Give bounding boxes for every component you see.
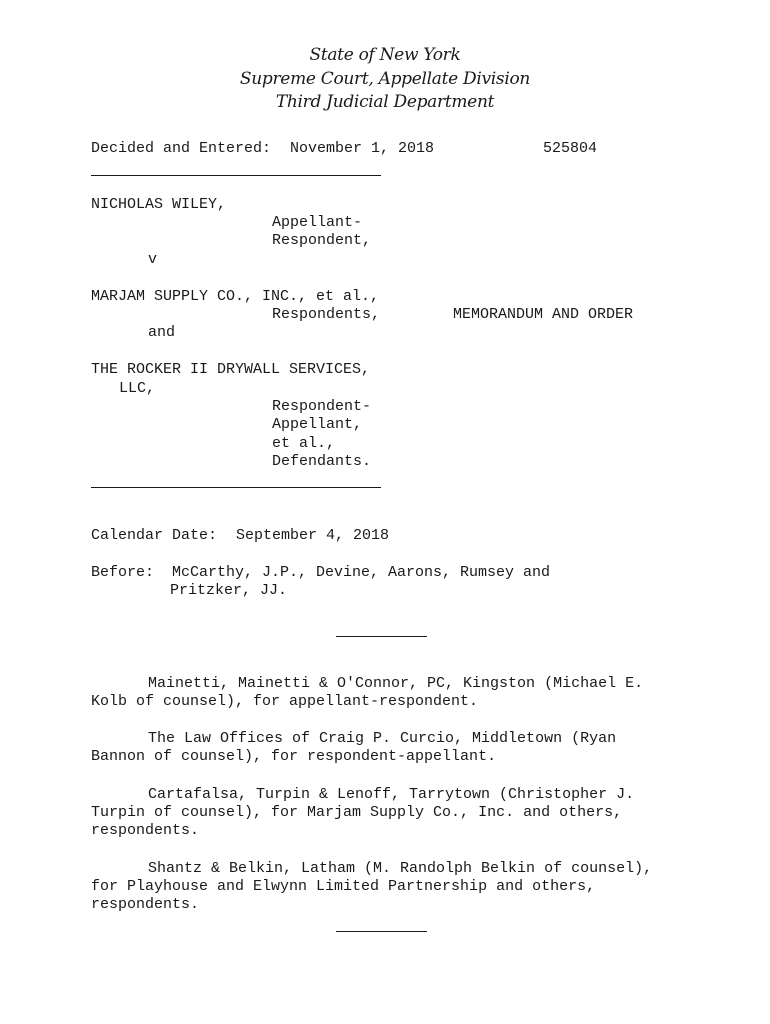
section-divider-top [336, 636, 427, 637]
caption-bottom-rule [91, 487, 381, 488]
counsel-marjam-line1: Cartafalsa, Turpin & Lenoff, Tarrytown (Christopher J. [148, 786, 635, 803]
court-header [0, 44, 770, 115]
versus-label: v [148, 251, 158, 268]
counsel-respondent-appellant-line1: The Law Offices of Craig P. Curcio, Middletown (Ryan [148, 730, 617, 747]
counsel-playhouse-line1: Shantz & Belkin, Latham (M. Randolph Belkin of counsel), [148, 860, 653, 877]
counsel-playhouse-line3: respondents. [91, 896, 200, 913]
party-third-role-d: Defendants. [272, 453, 372, 470]
party-appellant-role-b: Respondent, [272, 232, 372, 249]
party-appellant-role-a: Appellant- [272, 214, 363, 231]
before-judges-line1: McCarthy, J.P., Devine, Aarons, Rumsey and [172, 564, 551, 581]
calendar-date-value: September 4, 2018 [236, 527, 390, 544]
party-third-role-c: et al., [272, 435, 336, 452]
party-third-role-b: Appellant, [272, 416, 363, 433]
party-third-role-a: Respondent- [272, 398, 372, 415]
docket-number: 525804 [543, 140, 598, 157]
counsel-appellant-line1: Mainetti, Mainetti & O'Connor, PC, Kingston (Michael E. [148, 675, 644, 692]
before-judges-line2: Pritzker, JJ. [170, 582, 288, 599]
counsel-playhouse-line2: for Playhouse and Elwynn Limited Partnership and others, [91, 878, 596, 895]
section-divider-bottom [336, 931, 427, 932]
document-type: MEMORANDUM AND ORDER [453, 306, 634, 323]
counsel-marjam-line2: Turpin of counsel), for Marjam Supply Co., Inc. and others, [91, 804, 623, 821]
and-label: and [148, 324, 176, 341]
party-third-name-a: THE ROCKER II DRYWALL SERVICES, [91, 361, 371, 378]
caption-top-rule [91, 175, 381, 176]
party-third-name-b: LLC, [119, 380, 156, 397]
decided-label: Decided and Entered: [91, 140, 272, 157]
court-name: Supreme Court, Appellate Division [239, 68, 531, 89]
counsel-respondent-appellant-line2: Bannon of counsel), for respondent-appellant. [91, 748, 497, 765]
party-respondent-role: Respondents, [272, 306, 381, 323]
counsel-marjam-line3: respondents. [91, 822, 200, 839]
decided-date: November 1, 2018 [290, 140, 435, 157]
counsel-appellant-line2: Kolb of counsel), for appellant-respondent. [91, 693, 479, 710]
court-state: State of New York [309, 45, 461, 65]
court-department: Third Judicial Department [275, 92, 495, 112]
calendar-date-label: Calendar Date: [91, 527, 218, 544]
party-respondent-name: MARJAM SUPPLY CO., INC., et al., [91, 288, 380, 305]
before-label: Before: [91, 564, 155, 581]
party-appellant-name: NICHOLAS WILEY, [91, 196, 227, 213]
